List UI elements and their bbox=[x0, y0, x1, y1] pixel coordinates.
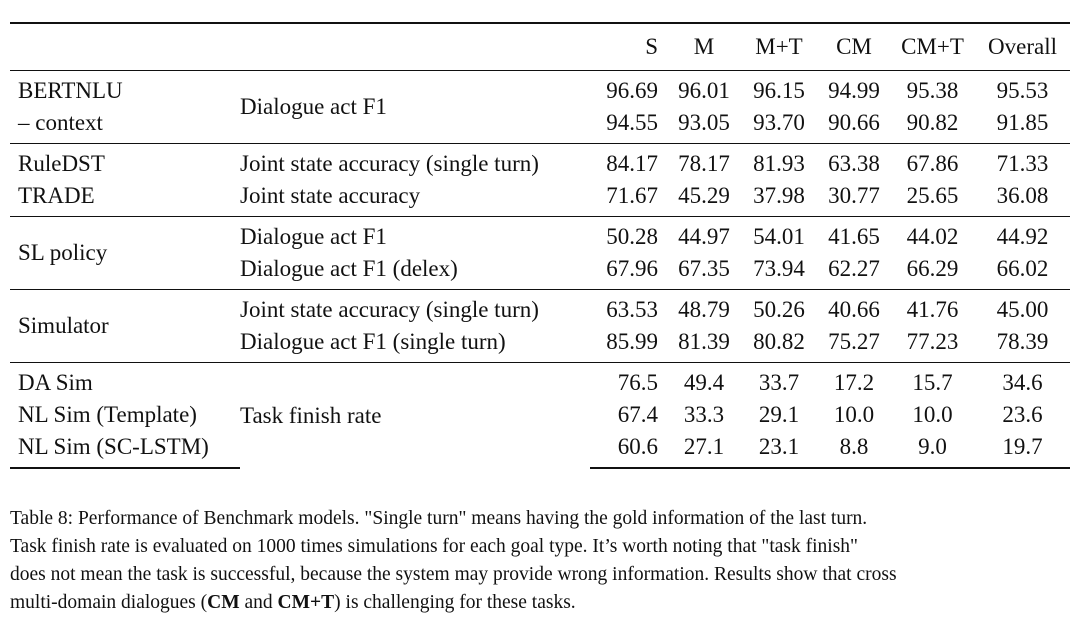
cell-m-t: 33.7 bbox=[740, 363, 818, 400]
cell-m: 49.4 bbox=[668, 363, 740, 400]
header-row bbox=[10, 24, 1070, 71]
cell-s: 96.69 bbox=[590, 71, 668, 108]
cell-m: 45.29 bbox=[678, 183, 730, 208]
benchmark-table-container bbox=[10, 22, 1070, 469]
cell-cm: 41.65 bbox=[818, 217, 890, 254]
cell-m-t: 81.93 bbox=[740, 144, 818, 181]
table-group-nlu bbox=[10, 71, 1070, 144]
cell-cm: 30.77 bbox=[828, 183, 880, 208]
table-row bbox=[10, 217, 1070, 254]
cell-s: 50.28 bbox=[590, 217, 668, 254]
header-cm: CM bbox=[836, 34, 872, 59]
cell-s: 63.53 bbox=[590, 290, 668, 327]
benchmark-table bbox=[10, 24, 1070, 469]
table-group-task-finish bbox=[10, 363, 1070, 469]
cell-cm-t: 66.29 bbox=[906, 256, 959, 281]
header-cm-t: CM+T bbox=[901, 34, 964, 59]
row-metric: Dialogue act F1 bbox=[240, 71, 590, 144]
header-s: S bbox=[645, 34, 658, 59]
cell-overall: 34.6 bbox=[975, 363, 1070, 400]
row-model: Simulator bbox=[10, 290, 240, 363]
cell-overall: 36.08 bbox=[996, 183, 1049, 208]
cell-overall: 66.02 bbox=[996, 256, 1049, 281]
row-metric: Joint state accuracy bbox=[240, 183, 421, 208]
cell-cm: 75.27 bbox=[828, 329, 880, 354]
cell-cm: 17.2 bbox=[818, 363, 890, 400]
row-metric: Task finish rate bbox=[240, 363, 590, 469]
row-model: NL Sim (SC-LSTM) bbox=[10, 431, 240, 468]
row-model: BERTNLU bbox=[10, 71, 240, 108]
cell-s: 71.67 bbox=[606, 183, 658, 208]
caption-line: does not mean the task is successful, because the system may provide wrong information. Results show that cross bbox=[10, 564, 897, 585]
cell-m: 96.01 bbox=[668, 71, 740, 108]
table-header bbox=[10, 24, 1070, 71]
cell-m-t: 23.1 bbox=[740, 431, 818, 468]
caption-line: Table 8: Performance of Benchmark models. "Single turn" means having the gold information of the last turn. bbox=[10, 508, 868, 529]
caption-text: and bbox=[239, 592, 278, 613]
cell-cm-t: 44.02 bbox=[890, 217, 975, 254]
cell-m: 44.97 bbox=[668, 217, 740, 254]
cell-m-t: 37.98 bbox=[753, 183, 805, 208]
row-model: RuleDST bbox=[10, 144, 240, 181]
caption-bold-cm: CM bbox=[207, 592, 240, 613]
row-model: NL Sim (Template) bbox=[18, 402, 197, 427]
header-metric bbox=[240, 24, 590, 71]
cell-cm: 63.38 bbox=[818, 144, 890, 181]
row-metric: Dialogue act F1 bbox=[240, 217, 590, 254]
header-overall: Overall bbox=[988, 34, 1057, 59]
cell-s: 60.6 bbox=[590, 431, 668, 468]
caption-text: ) is challenging for these tasks. bbox=[334, 592, 576, 613]
table-caption bbox=[10, 505, 1072, 617]
cell-s: 67.4 bbox=[617, 402, 658, 427]
cell-cm: 10.0 bbox=[833, 402, 875, 427]
cell-m: 93.05 bbox=[678, 110, 730, 135]
table-row bbox=[10, 180, 1070, 217]
cell-cm: 62.27 bbox=[828, 256, 880, 281]
cell-overall: 19.7 bbox=[975, 431, 1070, 468]
cell-overall: 78.39 bbox=[996, 329, 1049, 354]
cell-s: 76.5 bbox=[590, 363, 668, 400]
cell-m: 33.3 bbox=[683, 402, 725, 427]
cell-cm: 40.66 bbox=[818, 290, 890, 327]
table-row bbox=[10, 363, 1070, 400]
cell-cm-t: 15.7 bbox=[890, 363, 975, 400]
caption-line bbox=[10, 589, 1072, 617]
cell-cm-t: 25.65 bbox=[906, 183, 959, 208]
cell-cm: 90.66 bbox=[828, 110, 880, 135]
row-metric: Joint state accuracy (single turn) bbox=[240, 144, 590, 181]
cell-m: 48.79 bbox=[668, 290, 740, 327]
cell-m-t: 96.15 bbox=[740, 71, 818, 108]
cell-m-t: 54.01 bbox=[740, 217, 818, 254]
cell-cm-t: 10.0 bbox=[912, 402, 953, 427]
table-group-simulator bbox=[10, 290, 1070, 363]
cell-cm-t: 77.23 bbox=[906, 329, 959, 354]
cell-overall: 95.53 bbox=[975, 71, 1070, 108]
table-group-dst bbox=[10, 144, 1070, 217]
cell-overall: 71.33 bbox=[975, 144, 1070, 181]
row-metric: Dialogue act F1 (single turn) bbox=[240, 329, 506, 354]
cell-cm-t: 90.82 bbox=[906, 110, 959, 135]
row-model: SL policy bbox=[10, 217, 240, 290]
cell-s: 84.17 bbox=[590, 144, 668, 181]
row-metric: Dialogue act F1 (delex) bbox=[240, 256, 458, 281]
table-row bbox=[10, 144, 1070, 181]
row-model: DA Sim bbox=[10, 363, 240, 400]
header-m: M bbox=[693, 34, 715, 59]
caption-line: Task finish rate is evaluated on 1000 times simulations for each goal type. It’s worth noting that "task finish" bbox=[10, 536, 859, 557]
row-metric: Joint state accuracy (single turn) bbox=[240, 290, 590, 327]
cell-cm-t: 95.38 bbox=[890, 71, 975, 108]
cell-m-t: 29.1 bbox=[758, 402, 800, 427]
cell-cm: 94.99 bbox=[818, 71, 890, 108]
caption-text: multi-domain dialogues ( bbox=[10, 592, 208, 613]
table-row bbox=[10, 71, 1070, 108]
cell-m-t: 93.70 bbox=[753, 110, 805, 135]
header-model bbox=[10, 24, 240, 71]
cell-overall: 23.6 bbox=[1002, 402, 1043, 427]
row-model: – context bbox=[18, 110, 103, 135]
cell-cm-t: 41.76 bbox=[890, 290, 975, 327]
row-model: TRADE bbox=[18, 183, 95, 208]
cell-m: 78.17 bbox=[668, 144, 740, 181]
table-group-policy bbox=[10, 217, 1070, 290]
cell-cm: 8.8 bbox=[818, 431, 890, 468]
cell-overall: 44.92 bbox=[975, 217, 1070, 254]
cell-m: 81.39 bbox=[678, 329, 730, 354]
cell-overall: 91.85 bbox=[996, 110, 1049, 135]
cell-m: 67.35 bbox=[678, 256, 730, 281]
cell-s: 94.55 bbox=[606, 110, 658, 135]
cell-m-t: 73.94 bbox=[753, 256, 805, 281]
caption-bold-cm-t: CM+T bbox=[277, 592, 335, 613]
cell-s: 85.99 bbox=[606, 329, 658, 354]
cell-s: 67.96 bbox=[606, 256, 658, 281]
header-m-t: M+T bbox=[755, 34, 803, 59]
cell-m: 27.1 bbox=[668, 431, 740, 468]
cell-m-t: 50.26 bbox=[740, 290, 818, 327]
cell-m-t: 80.82 bbox=[753, 329, 805, 354]
cell-cm-t: 9.0 bbox=[890, 431, 975, 468]
cell-cm-t: 67.86 bbox=[890, 144, 975, 181]
cell-overall: 45.00 bbox=[975, 290, 1070, 327]
table-row bbox=[10, 290, 1070, 327]
